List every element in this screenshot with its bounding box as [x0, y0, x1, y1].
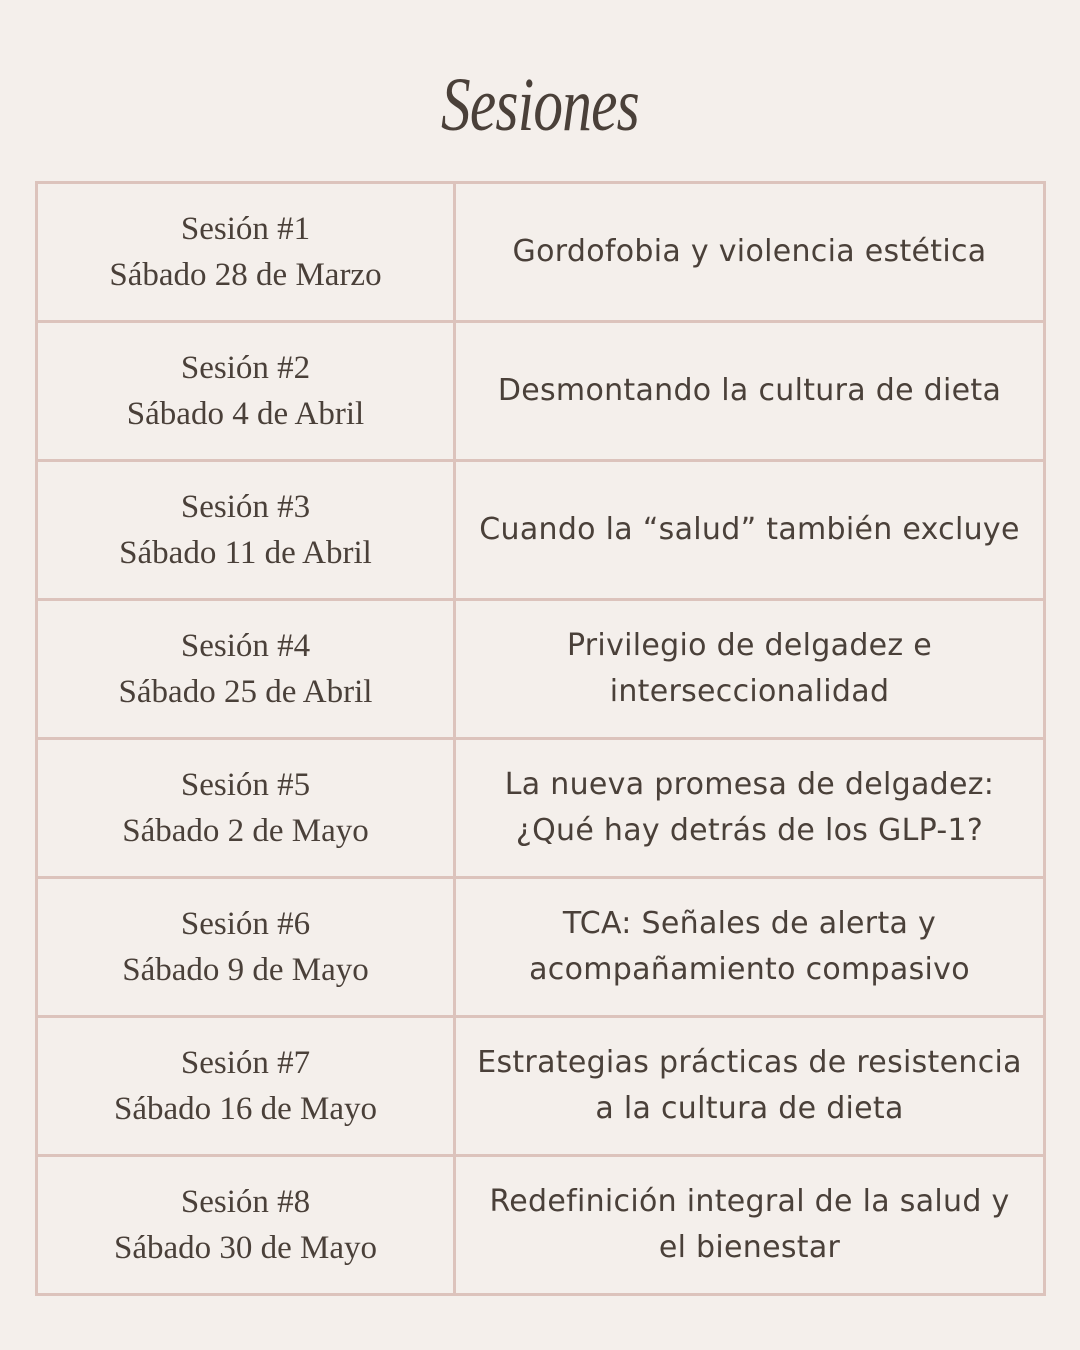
- session-row: [37, 739, 1045, 878]
- page-title: Sesiones: [441, 63, 639, 147]
- session-row: [37, 322, 1045, 461]
- session-label: Sesión #8: [180, 1184, 311, 1220]
- session-date-cell: [37, 878, 455, 1017]
- session-label: Sesión #1: [180, 211, 311, 247]
- session-topic: Cuando la “salud” también excluye: [455, 461, 1045, 600]
- session-date: Sábado 16 de Mayo: [113, 1091, 378, 1127]
- session-row: [37, 878, 1045, 1017]
- session-label: Sesión #3: [180, 489, 311, 525]
- session-date-cell: [37, 600, 455, 739]
- session-topic: Desmontando la cultura de dieta: [455, 322, 1045, 461]
- session-label: Sesión #6: [180, 906, 311, 942]
- session-row: [37, 600, 1045, 739]
- session-label: Sesión #5: [180, 767, 311, 803]
- session-date: Sábado 9 de Mayo: [122, 952, 369, 988]
- session-label: Sesión #4: [180, 628, 311, 664]
- session-date: Sábado 25 de Abril: [118, 674, 373, 710]
- session-date: Sábado 30 de Mayo: [113, 1230, 378, 1266]
- session-date: Sábado 2 de Mayo: [122, 813, 369, 849]
- session-row: [37, 461, 1045, 600]
- session-date-cell: [37, 322, 455, 461]
- session-date-cell: [37, 183, 455, 322]
- sessions-table: [35, 181, 1046, 1296]
- session-date: Sábado 28 de Marzo: [109, 257, 382, 293]
- session-label: Sesión #7: [180, 1045, 311, 1081]
- session-topic: Redefinición integral de la salud y el bienestar: [455, 1156, 1045, 1295]
- session-date: Sábado 4 de Abril: [126, 396, 365, 432]
- session-topic: Privilegio de delgadez e interseccionalidad: [455, 600, 1045, 739]
- session-row: [37, 1017, 1045, 1156]
- session-date-cell: [37, 1156, 455, 1295]
- session-topic: Estrategias prácticas de resistencia a la cultura de dieta: [455, 1017, 1045, 1156]
- session-date: Sábado 11 de Abril: [119, 535, 372, 571]
- session-row: [37, 183, 1045, 322]
- session-row: [37, 1156, 1045, 1295]
- session-topic: La nueva promesa de delgadez: ¿Qué hay detrás de los GLP-1?: [455, 739, 1045, 878]
- session-label: Sesión #2: [180, 350, 311, 386]
- session-date-cell: [37, 461, 455, 600]
- session-topic: TCA: Señales de alerta y acompañamiento compasivo: [455, 878, 1045, 1017]
- session-date-cell: [37, 1017, 455, 1156]
- session-date-cell: [37, 739, 455, 878]
- session-topic: Gordofobia y violencia estética: [455, 183, 1045, 322]
